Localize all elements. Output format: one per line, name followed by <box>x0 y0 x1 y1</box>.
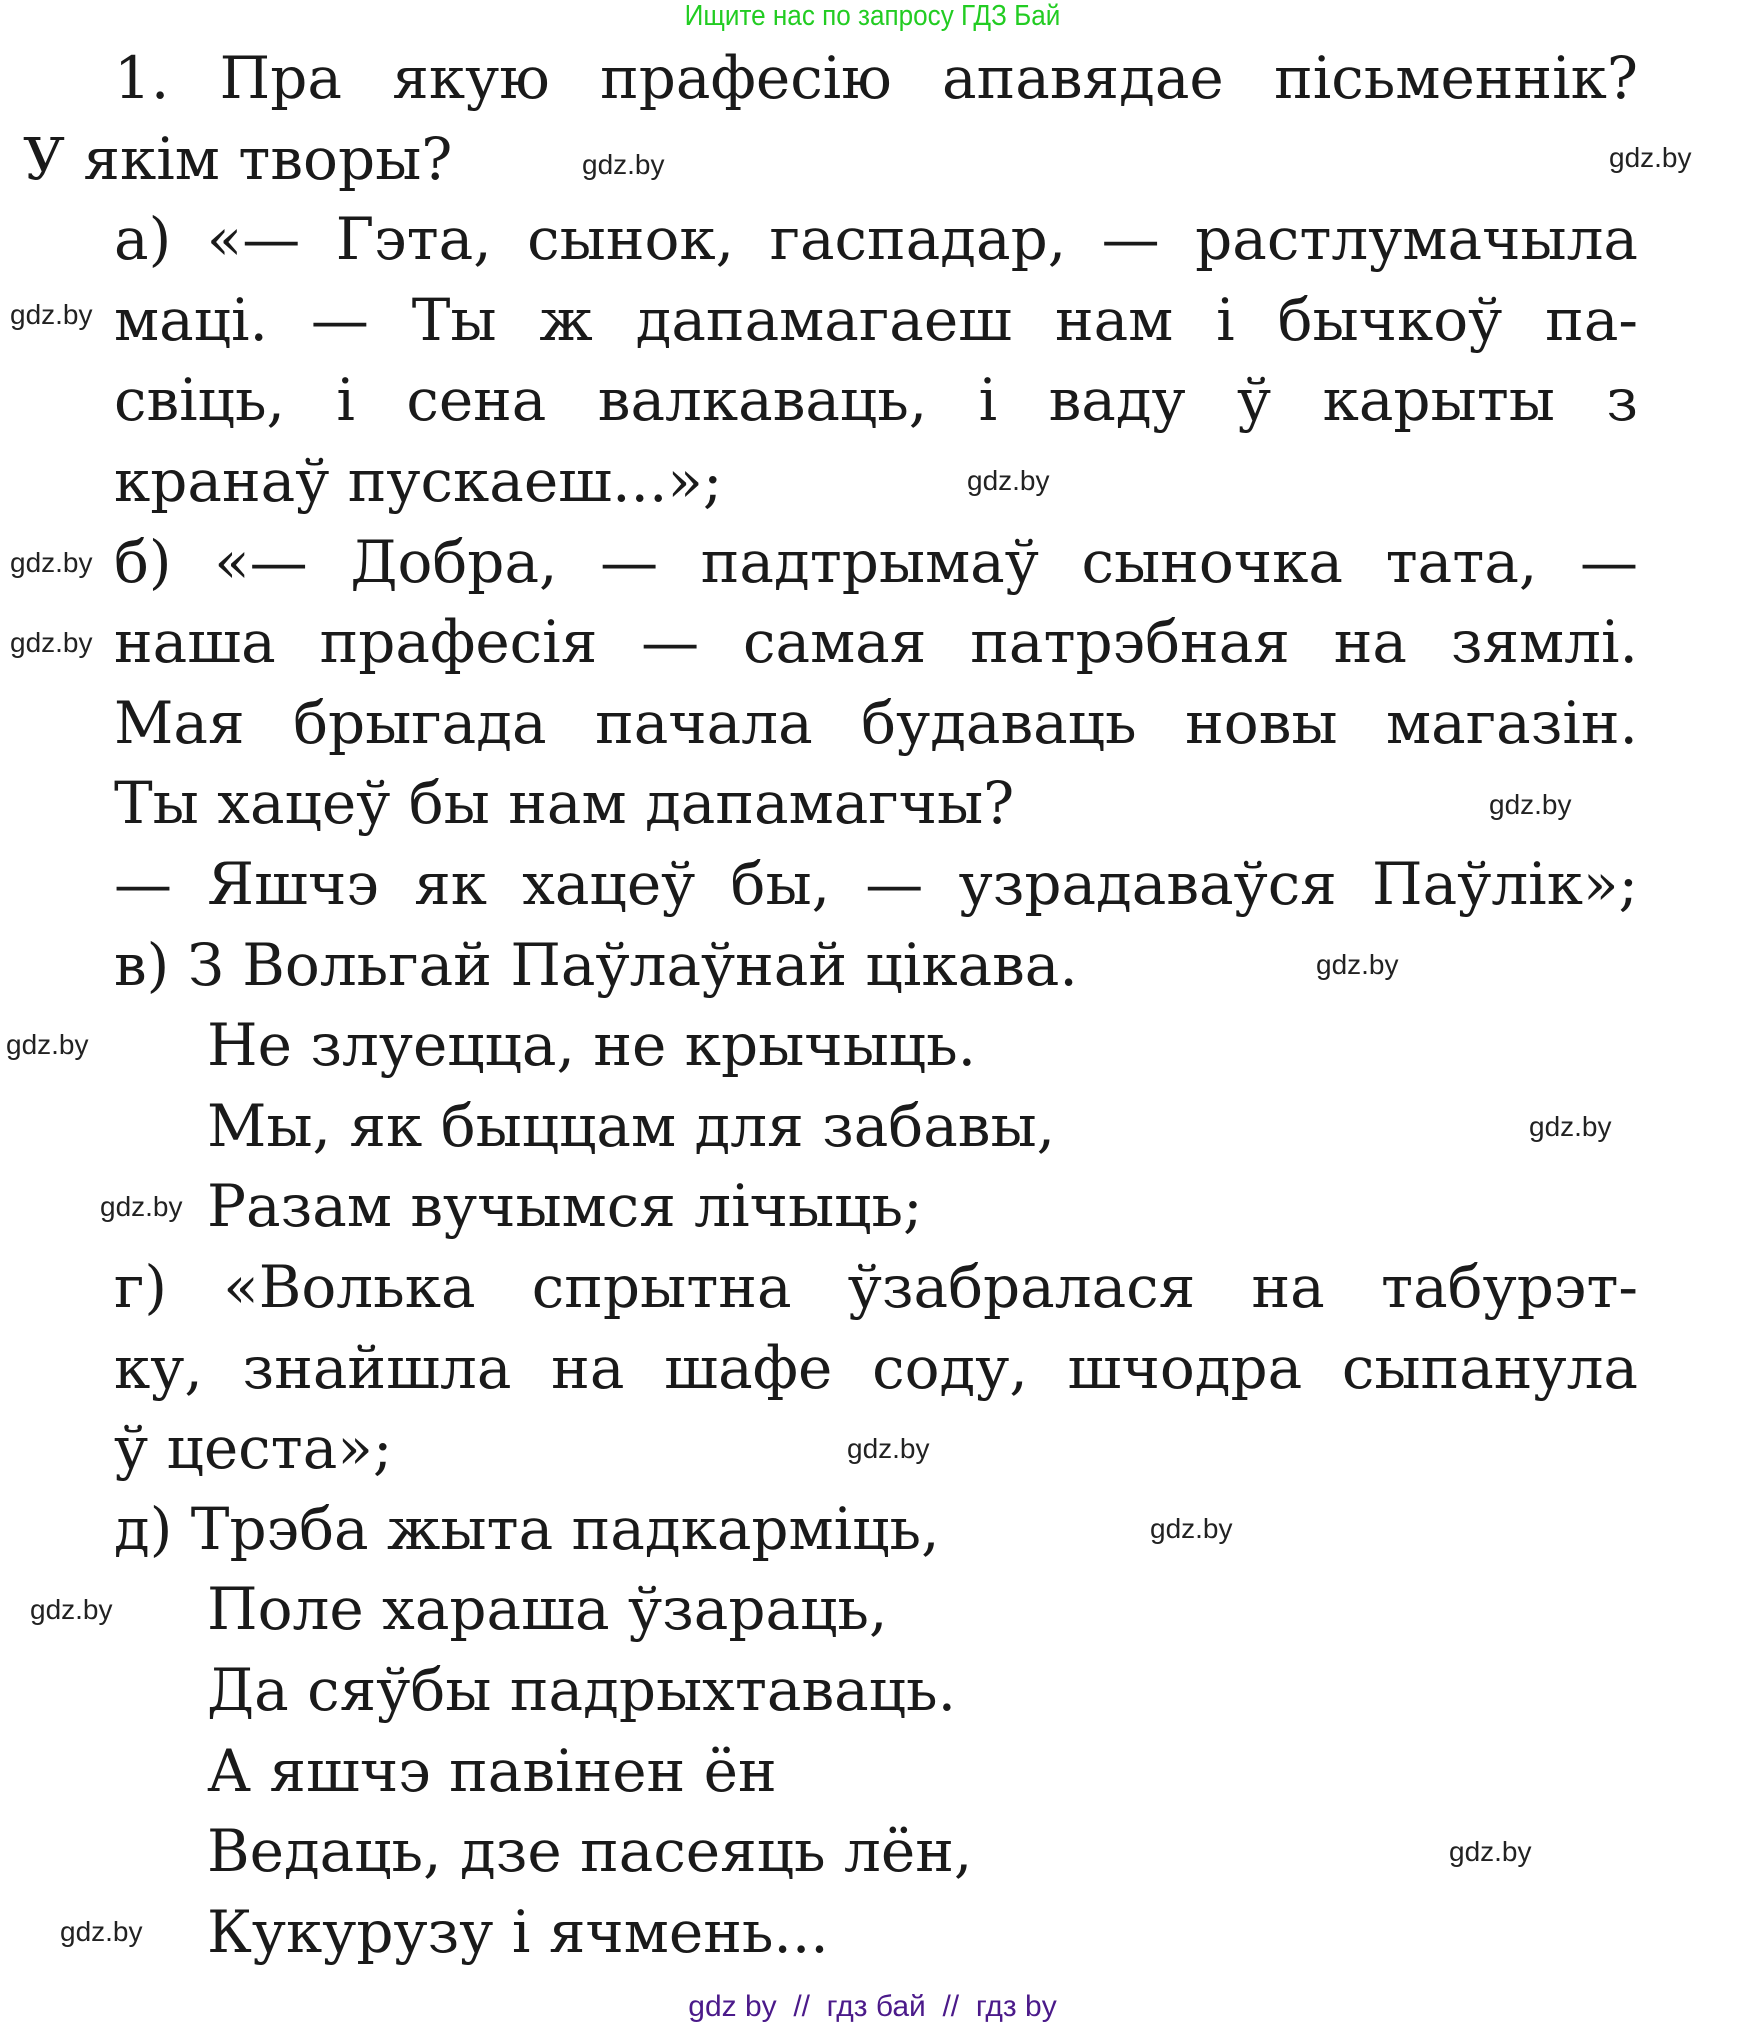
watermark: gdz.by <box>847 1433 930 1464</box>
quote-line: Мая брыгада пачала будаваць новы магазін. <box>114 689 1638 757</box>
quote-line: свіць, і сена валкаваць, і ваду ў карыты з <box>114 366 1638 434</box>
watermark: gdz.by <box>30 1594 113 1625</box>
watermark: gdz.by <box>60 1916 143 1947</box>
watermark: gdz.by <box>1449 1836 1532 1867</box>
quote-line: Да сяўбы падрыхтаваць. <box>207 1656 957 1724</box>
watermark: gdz.by <box>1150 1513 1233 1544</box>
footer-links: gdz by // гдз бай // гдз by <box>688 1990 1057 2023</box>
watermark: gdz.by <box>582 149 665 180</box>
quote-line: маці. — Ты ж дапамагаеш нам і бычкоў па- <box>114 286 1638 354</box>
watermark: gdz.by <box>10 547 93 578</box>
quote-line: Разам вучымся лічыць; <box>207 1172 923 1240</box>
watermark: gdz.by <box>10 299 93 330</box>
quote-line: Поле хараша ўзараць, <box>207 1575 888 1643</box>
quote-line: Ведаць, дзе пасеяць лён, <box>207 1817 973 1885</box>
quote-line: ку, знайшла на шафе соду, шчодра сыпанула <box>114 1334 1638 1402</box>
watermark: gdz.by <box>100 1191 183 1222</box>
watermark: gdz.by <box>10 627 93 658</box>
quote-line: в) З Вольгай Паўлаўнай цікава. <box>114 931 1078 999</box>
quote-line: А яшчэ павінен ён <box>207 1737 777 1805</box>
quote-line: кранаў пускаеш...»; <box>114 447 723 515</box>
quote-line: Мы, як быццам для забавы, <box>207 1092 1056 1160</box>
task-question-line: 1. Пра якую прафесію апавядае пісьменнік? <box>114 44 1638 112</box>
quote-line: Ты хацеў бы нам дапамагчы? <box>114 769 1015 837</box>
quote-line: наша прафесія — самая патрэбная на зямлі. <box>114 608 1638 676</box>
watermark: gdz.by <box>1529 1111 1612 1142</box>
watermark: gdz.by <box>1489 789 1572 820</box>
quote-line: б) «— Добра, — падтрымаў сыночка тата, — <box>114 528 1638 596</box>
quote-line: Кукурузу і ячмень... <box>207 1898 829 1966</box>
watermark: gdz.by <box>6 1029 89 1060</box>
watermark: gdz.by <box>1609 142 1692 173</box>
quote-line: Не злуецца, не крычыць. <box>207 1011 977 1079</box>
search-hint-banner: Ищите нас по запросу ГДЗ Бай <box>684 0 1061 32</box>
quote-line: г) «Волька спрытна ўзабралася на табурэт- <box>114 1253 1638 1321</box>
watermark: gdz.by <box>1316 949 1399 980</box>
quote-line: д) Трэба жыта падкарміць, <box>114 1495 940 1563</box>
quote-line: — Яшчэ як хацеў бы, — узрадаваўся Паўлік»; <box>114 850 1638 918</box>
quote-line: а) «— Гэта, сынок, гаспадар, — растлумачыла <box>114 205 1638 273</box>
task-question-line: У якім творы? <box>23 125 453 193</box>
quote-line: ў цеста»; <box>114 1414 393 1482</box>
watermark: gdz.by <box>967 465 1050 496</box>
